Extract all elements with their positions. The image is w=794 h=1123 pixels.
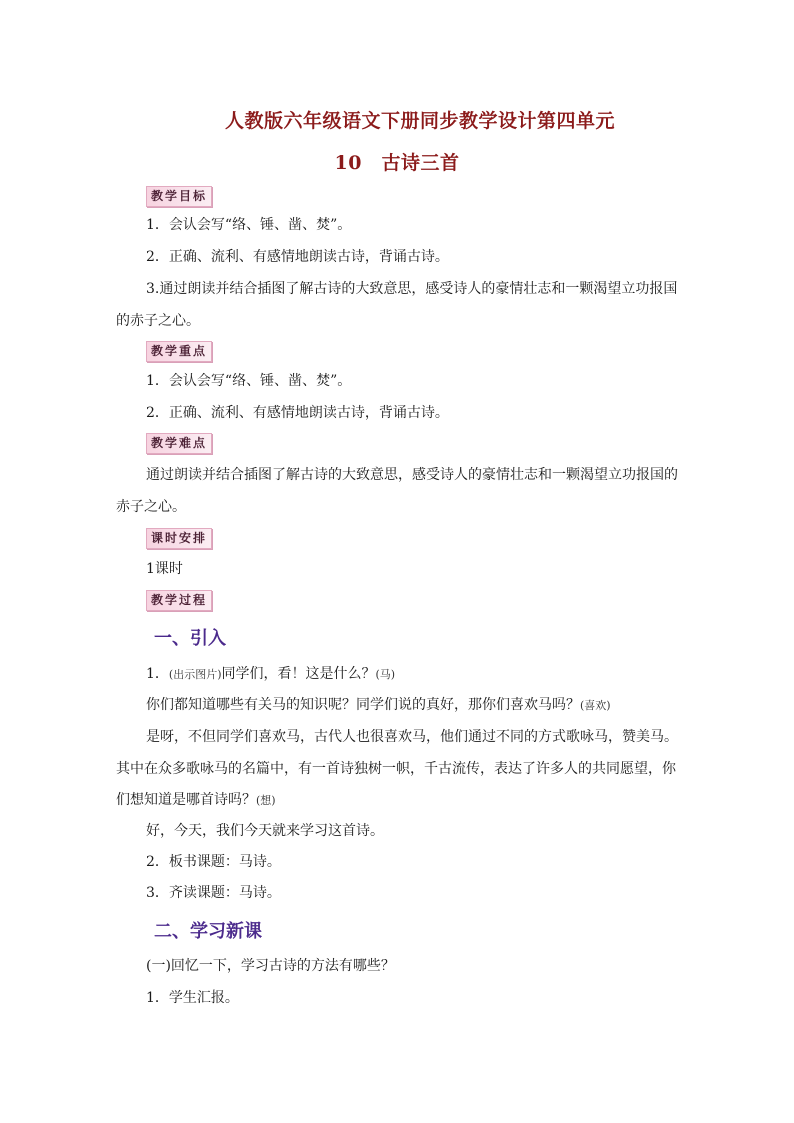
goal-item-1: 1．会认会写“络、锤、凿、焚”。: [146, 217, 352, 233]
intro-p2-note: (喜欢): [580, 699, 611, 712]
key-point-item-2: 2．正确、流利、有感情地朗读古诗，背诵古诗。: [146, 405, 449, 421]
schedule-text: 1课时: [146, 561, 183, 577]
intro-paragraph-3-line-2: 其中在众多歌咏马的名篇中，有一首诗独树一帜，千古流传，表达了许多人的共同愿望，你: [116, 761, 676, 777]
new-lesson-paragraph-1: (一)回忆一下，学习古诗的方法有哪些？: [146, 958, 395, 974]
intro-paragraph-2: [146, 695, 611, 716]
goal-item-3-line-1: 3.通过朗读并结合插图了解古诗的大致意思，感受诗人的豪情壮志和一颗渴望立功报国: [146, 281, 678, 297]
intro-paragraph-4: 好，今天，我们今天就来学习这首诗。: [146, 823, 384, 839]
lesson-title: 10 古诗三首: [334, 152, 460, 174]
intro-p1-note-answer: (马): [375, 668, 396, 681]
intro-p2-text: 你们都知道哪些有关马的知识呢？同学们说的真好，那你们喜欢马吗？: [146, 697, 580, 713]
goal-item-3-line-2: 的赤子之心。: [116, 313, 200, 329]
new-lesson-paragraph-2: 1．学生汇报。: [146, 990, 239, 1006]
difficulty-line-2: 赤子之心。: [116, 499, 186, 515]
badge-teaching-goals: 教学目标: [146, 186, 212, 207]
key-point-item-1: 1．会认会写“络、锤、凿、焚”。: [146, 373, 352, 389]
badge-teaching-process: 教学过程: [146, 590, 212, 611]
badge-key-points: 教学重点: [146, 341, 212, 362]
intro-paragraph-5: 2．板书课题：马诗。: [146, 854, 281, 870]
difficulty-line-1: 通过朗读并结合插图了解古诗的大致意思，感受诗人的豪情壮志和一颗渴望立功报国的: [146, 467, 678, 483]
section-heading-new-lesson: 二、学习新课: [154, 921, 262, 942]
intro-p1-text: 同学们，看！这是什么？: [221, 666, 376, 682]
intro-paragraph-1: [146, 664, 395, 685]
intro-p1-number: 1．: [146, 666, 169, 682]
intro-p3-text: 们想知道是哪首诗吗？: [116, 792, 256, 808]
badge-difficulties: 教学难点: [146, 433, 212, 454]
intro-p1-note-show-picture: (出示图片): [168, 668, 222, 681]
section-heading-intro: 一、引入: [154, 628, 226, 649]
intro-paragraph-3-line-3: [116, 790, 276, 811]
badge-schedule: 课时安排: [146, 528, 212, 549]
intro-p3-note: (想): [256, 794, 276, 807]
intro-paragraph-6: 3．齐读课题：马诗。: [146, 885, 281, 901]
goal-item-2: 2．正确、流利、有感情地朗读古诗，背诵古诗。: [146, 249, 449, 265]
intro-paragraph-3-line-1: 是呀，不但同学们喜欢马，古代人也很喜欢马，他们通过不同的方式歌咏马，赞美马。: [146, 729, 678, 745]
document-title: 人教版六年级语文下册同步教学设计第四单元: [224, 110, 615, 132]
